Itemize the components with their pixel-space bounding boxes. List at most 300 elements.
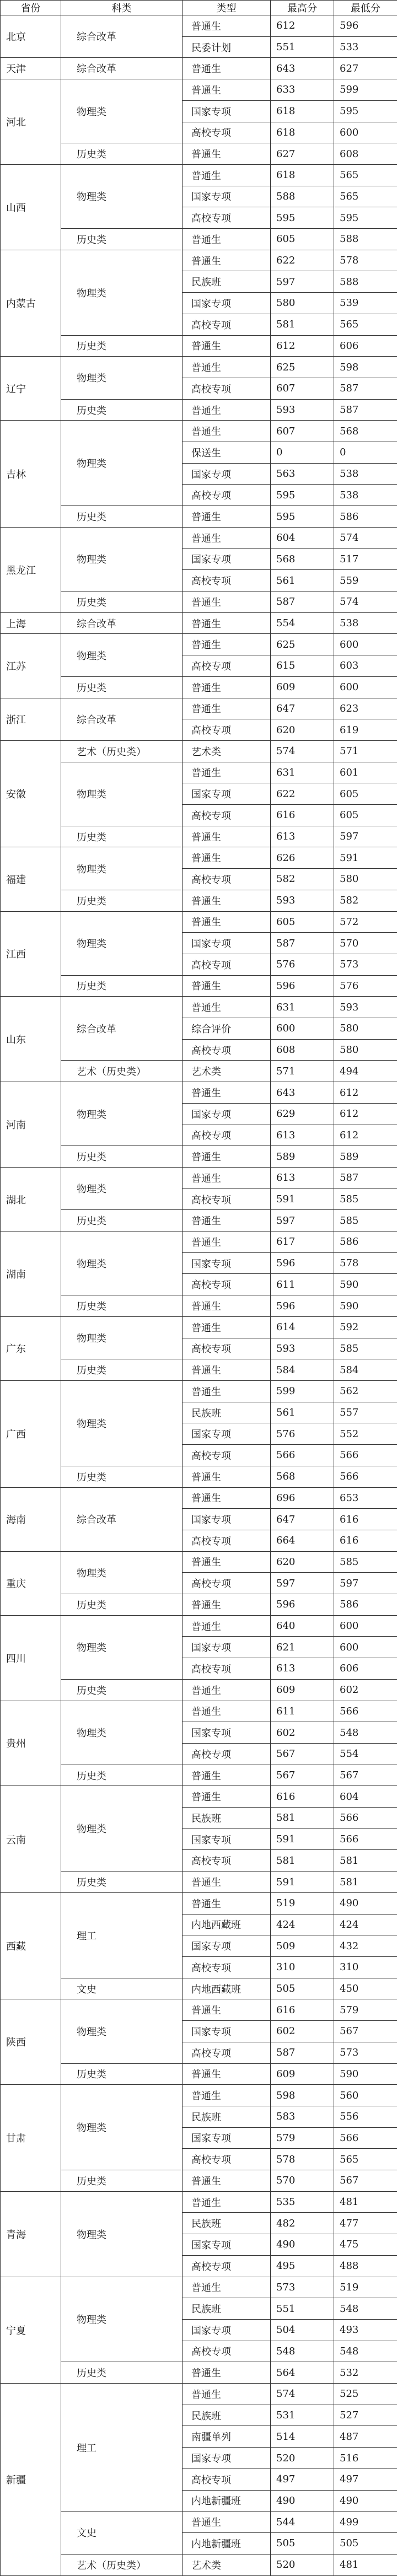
max-score-cell: 615 (271, 655, 334, 677)
enroll-type-cell: 高校专项 (183, 1188, 271, 1210)
enroll-type-cell: 普通生 (183, 634, 271, 655)
province-cell: 吉林 (1, 421, 61, 528)
max-score-cell: 604 (271, 527, 334, 548)
max-score-cell: 544 (271, 2512, 334, 2533)
enroll-type-cell: 高校专项 (183, 1956, 271, 1978)
min-score-cell: 589 (334, 1146, 397, 1168)
min-score-cell: 623 (334, 698, 397, 719)
subject-cell: 历史类 (61, 975, 183, 997)
header-max-score: 最高分 (271, 1, 334, 15)
max-score-cell: 600 (271, 1018, 334, 1040)
header-province: 省份 (1, 1, 61, 15)
max-score-cell: 574 (271, 740, 334, 762)
table-row (1, 634, 397, 655)
province-cell: 湖北 (1, 1167, 61, 1231)
min-score-cell: 600 (334, 122, 397, 143)
max-score-cell: 579 (271, 2127, 334, 2149)
enroll-type-cell: 民族班 (183, 2298, 271, 2320)
table-row (1, 58, 397, 79)
max-score-cell: 535 (271, 2191, 334, 2213)
province-cell: 黑龙江 (1, 527, 61, 612)
min-score-cell: 604 (334, 1786, 397, 1808)
enroll-type-cell: 民族班 (183, 2106, 271, 2127)
enroll-type-cell: 普通生 (183, 762, 271, 783)
province-cell: 重庆 (1, 1551, 61, 1615)
enroll-type-cell: 高校专项 (183, 378, 271, 399)
max-score-cell: 613 (271, 826, 334, 847)
max-score-cell: 622 (271, 783, 334, 805)
min-score-cell: 581 (334, 1850, 397, 1872)
enroll-type-cell: 高校专项 (183, 122, 271, 143)
max-score-cell: 609 (271, 2063, 334, 2085)
max-score-cell: 574 (271, 2384, 334, 2405)
max-score-cell: 616 (271, 1786, 334, 1808)
min-score-cell: 586 (334, 506, 397, 528)
province-cell: 河北 (1, 79, 61, 165)
enroll-type-cell: 普通生 (183, 1210, 271, 1231)
max-score-cell: 643 (271, 58, 334, 79)
province-cell: 西藏 (1, 1892, 61, 1999)
min-score-cell: 573 (334, 2042, 397, 2063)
min-score-cell: 587 (334, 378, 397, 399)
min-score-cell: 603 (334, 655, 397, 677)
province-cell: 陕西 (1, 1999, 61, 2085)
max-score-cell: 581 (271, 1850, 334, 1872)
min-score-cell: 597 (334, 1573, 397, 1594)
min-score-cell: 566 (334, 1466, 397, 1487)
min-score-cell: 585 (334, 1188, 397, 1210)
max-score-cell: 566 (271, 1445, 334, 1466)
enroll-type-cell: 普通生 (183, 2170, 271, 2192)
min-score-cell: 424 (334, 1914, 397, 1935)
enroll-type-cell: 普通生 (183, 399, 271, 421)
max-score-cell: 616 (271, 805, 334, 826)
enroll-type-cell: 民委计划 (183, 36, 271, 58)
enroll-type-cell: 国家专项 (183, 1935, 271, 1957)
min-score-cell: 565 (334, 164, 397, 186)
min-score-cell: 533 (334, 36, 397, 58)
subject-cell: 综合改革 (61, 15, 183, 58)
max-score-cell: 589 (271, 1146, 334, 1168)
enroll-type-cell: 综合评价 (183, 1018, 271, 1040)
enroll-type-cell: 国家专项 (183, 1722, 271, 1744)
max-score-cell: 597 (271, 271, 334, 293)
min-score-cell: 532 (334, 2362, 397, 2384)
min-score-cell: 600 (334, 1637, 397, 1658)
province-cell: 四川 (1, 1615, 61, 1701)
subject-cell: 物理类 (61, 2085, 183, 2170)
enroll-type-cell: 高校专项 (183, 655, 271, 677)
min-score-cell: 571 (334, 740, 397, 762)
max-score-cell: 613 (271, 1125, 334, 1146)
table-row (1, 1892, 397, 1914)
subject-cell: 历史类 (61, 1679, 183, 1701)
min-score-cell: 494 (334, 1061, 397, 1082)
max-score-cell: 647 (271, 698, 334, 719)
enroll-type-cell: 普通生 (183, 2191, 271, 2213)
max-score-cell: 597 (271, 1210, 334, 1231)
enroll-type-cell: 高校专项 (183, 1850, 271, 1872)
header-enroll-type: 类型 (183, 1, 271, 15)
enroll-type-cell: 普通生 (183, 335, 271, 357)
enroll-type-cell: 普通生 (183, 1872, 271, 1893)
max-score-cell: 612 (271, 15, 334, 37)
enroll-type-cell: 普通生 (183, 1316, 271, 1338)
min-score-cell: 612 (334, 1125, 397, 1146)
table-row (1, 740, 397, 762)
enroll-type-cell: 普通生 (183, 2085, 271, 2106)
enroll-type-cell: 普通生 (183, 1231, 271, 1253)
max-score-cell: 605 (271, 911, 334, 933)
subject-cell: 历史类 (61, 890, 183, 911)
subject-cell: 物理类 (61, 762, 183, 826)
max-score-cell: 504 (271, 2319, 334, 2341)
enroll-type-cell: 普通生 (183, 847, 271, 869)
min-score-cell: 576 (334, 975, 397, 997)
enroll-type-cell: 普通生 (183, 1892, 271, 1914)
max-score-cell: 578 (271, 2149, 334, 2170)
enroll-type-cell: 普通生 (183, 698, 271, 719)
max-score-cell: 608 (271, 1039, 334, 1061)
enroll-type-cell: 民族班 (183, 1402, 271, 1423)
min-score-cell: 605 (334, 805, 397, 826)
header-subject: 科类 (61, 1, 183, 15)
min-score-cell: 586 (334, 1231, 397, 1253)
max-score-cell: 490 (271, 2234, 334, 2256)
province-cell: 贵州 (1, 1701, 61, 1786)
enroll-type-cell: 普通生 (183, 229, 271, 250)
max-score-cell: 587 (271, 933, 334, 954)
max-score-cell: 629 (271, 1103, 334, 1125)
enroll-type-cell: 普通生 (183, 1999, 271, 2021)
max-score-cell: 573 (271, 2277, 334, 2298)
table-row (1, 1551, 397, 1573)
min-score-cell: 590 (334, 2063, 397, 2085)
min-score-cell: 579 (334, 1999, 397, 2021)
max-score-cell: 614 (271, 1316, 334, 1338)
subject-cell: 历史类 (61, 1146, 183, 1168)
max-score-cell: 622 (271, 250, 334, 271)
max-score-cell: 580 (271, 293, 334, 314)
enroll-type-cell: 普通生 (183, 79, 271, 101)
min-score-cell: 572 (334, 911, 397, 933)
max-score-cell: 595 (271, 485, 334, 506)
subject-cell: 历史类 (61, 1594, 183, 1616)
min-score-cell: 552 (334, 1423, 397, 1445)
enroll-type-cell: 内地西藏班 (183, 1914, 271, 1935)
subject-cell: 文史 (61, 2512, 183, 2554)
min-score-cell: 616 (334, 1530, 397, 1551)
min-score-cell: 516 (334, 2448, 397, 2469)
subject-cell: 物理类 (61, 1701, 183, 1765)
enroll-type-cell: 保送生 (183, 442, 271, 464)
enroll-type-cell: 国家专项 (183, 2234, 271, 2256)
subject-cell: 艺术（历史类） (61, 2554, 183, 2575)
enroll-type-cell: 高校专项 (183, 1338, 271, 1359)
enroll-type-cell: 普通生 (183, 591, 271, 612)
min-score-cell: 556 (334, 2106, 397, 2127)
enroll-type-cell: 内地新疆班 (183, 2490, 271, 2512)
min-score-cell: 587 (334, 1167, 397, 1188)
enroll-type-cell: 普通生 (183, 506, 271, 528)
min-score-cell: 548 (334, 1722, 397, 1744)
subject-cell: 物理类 (61, 1786, 183, 1872)
min-score-cell: 490 (334, 1892, 397, 1914)
subject-cell: 物理类 (61, 2191, 183, 2277)
province-cell: 湖南 (1, 1231, 61, 1317)
subject-cell: 历史类 (61, 2170, 183, 2192)
max-score-cell: 631 (271, 762, 334, 783)
max-score-cell: 509 (271, 1935, 334, 1957)
enroll-type-cell: 国家专项 (183, 2319, 271, 2341)
enroll-type-cell: 普通生 (183, 1594, 271, 1616)
subject-cell: 历史类 (61, 506, 183, 528)
min-score-cell: 582 (334, 890, 397, 911)
enroll-type-cell: 普通生 (183, 975, 271, 997)
min-score-cell: 591 (334, 847, 397, 869)
subject-cell: 物理类 (61, 79, 183, 143)
enroll-type-cell: 普通生 (183, 2512, 271, 2533)
min-score-cell: 497 (334, 2469, 397, 2490)
enroll-type-cell: 高校专项 (183, 719, 271, 741)
table-row (1, 15, 397, 37)
min-score-cell: 566 (334, 1445, 397, 1466)
max-score-cell: 597 (271, 1573, 334, 1594)
max-score-cell: 643 (271, 1082, 334, 1104)
subject-cell: 艺术（历史类） (61, 740, 183, 762)
max-score-cell: 609 (271, 676, 334, 698)
subject-cell: 历史类 (61, 1765, 183, 1786)
enroll-type-cell: 普通生 (183, 1786, 271, 1808)
min-score-cell: 499 (334, 2512, 397, 2533)
min-score-cell: 538 (334, 612, 397, 634)
table-row (1, 1786, 397, 1808)
max-score-cell: 613 (271, 1658, 334, 1680)
enroll-type-cell: 国家专项 (183, 100, 271, 122)
subject-cell: 历史类 (61, 143, 183, 165)
subject-cell: 历史类 (61, 2362, 183, 2384)
min-score-cell: 590 (334, 1274, 397, 1295)
table-row (1, 2277, 397, 2298)
min-score-cell: 490 (334, 2490, 397, 2512)
min-score-cell: 538 (334, 463, 397, 485)
min-score-cell: 600 (334, 676, 397, 698)
table-row (1, 847, 397, 869)
table-row (1, 612, 397, 634)
max-score-cell: 602 (271, 2021, 334, 2042)
subject-cell: 物理类 (61, 911, 183, 975)
min-score-cell: 588 (334, 229, 397, 250)
enroll-type-cell: 普通生 (183, 1167, 271, 1188)
max-score-cell: 554 (271, 612, 334, 634)
max-score-cell: 497 (271, 2469, 334, 2490)
min-score-cell: 578 (334, 1252, 397, 1274)
enroll-type-cell: 南疆单列 (183, 2426, 271, 2448)
enroll-type-cell: 普通生 (183, 1295, 271, 1317)
enroll-type-cell: 国家专项 (183, 1423, 271, 1445)
table-row (1, 1167, 397, 1188)
min-score-cell: 567 (334, 1765, 397, 1786)
min-score-cell: 574 (334, 591, 397, 612)
min-score-cell: 585 (334, 1338, 397, 1359)
enroll-type-cell: 普通生 (183, 357, 271, 378)
province-cell: 北京 (1, 15, 61, 58)
min-score-cell: 602 (334, 1679, 397, 1701)
min-score-cell: 557 (334, 1402, 397, 1423)
min-score-cell: 597 (334, 826, 397, 847)
max-score-cell: 587 (271, 591, 334, 612)
max-score-cell: 561 (271, 570, 334, 591)
max-score-cell: 627 (271, 143, 334, 165)
enroll-type-cell: 普通生 (183, 997, 271, 1018)
enroll-type-cell: 国家专项 (183, 2448, 271, 2469)
table-row (1, 1381, 397, 1402)
max-score-cell: 664 (271, 1530, 334, 1551)
min-score-cell: 488 (334, 2255, 397, 2277)
subject-cell: 物理类 (61, 1999, 183, 2063)
max-score-cell: 567 (271, 1743, 334, 1765)
enroll-type-cell: 高校专项 (183, 1274, 271, 1295)
table-row (1, 1231, 397, 1253)
table-body (1, 15, 397, 2576)
enroll-type-cell: 普通生 (183, 1615, 271, 1637)
max-score-cell: 616 (271, 1999, 334, 2021)
table-row (1, 2191, 397, 2213)
enroll-type-cell: 国家专项 (183, 293, 271, 314)
min-score-cell: 493 (334, 2319, 397, 2341)
min-score-cell: 562 (334, 1381, 397, 1402)
subject-cell: 理工 (61, 1892, 183, 1978)
max-score-cell: 568 (271, 548, 334, 570)
subject-cell: 物理类 (61, 1316, 183, 1359)
max-score-cell: 567 (271, 1765, 334, 1786)
min-score-cell: 554 (334, 1743, 397, 1765)
subject-cell: 物理类 (61, 164, 183, 228)
subject-cell: 物理类 (61, 1615, 183, 1679)
max-score-cell: 620 (271, 1551, 334, 1573)
max-score-cell: 581 (271, 1808, 334, 1829)
min-score-cell: 567 (334, 2170, 397, 2192)
min-score-cell: 566 (334, 1829, 397, 1850)
subject-cell: 艺术（历史类） (61, 1061, 183, 1082)
max-score-cell: 591 (271, 1872, 334, 1893)
min-score-cell: 599 (334, 79, 397, 101)
min-score-cell: 580 (334, 869, 397, 890)
province-cell: 宁夏 (1, 2277, 61, 2384)
min-score-cell: 608 (334, 143, 397, 165)
max-score-cell: 591 (271, 1829, 334, 1850)
max-score-cell: 576 (271, 1423, 334, 1445)
enroll-type-cell: 国家专项 (183, 2127, 271, 2149)
max-score-cell: 618 (271, 100, 334, 122)
max-score-cell: 602 (271, 1722, 334, 1744)
max-score-cell: 564 (271, 2362, 334, 2384)
enroll-type-cell: 国家专项 (183, 463, 271, 485)
enroll-type-cell: 民族班 (183, 2405, 271, 2426)
subject-cell: 历史类 (61, 2063, 183, 2085)
min-score-cell: 600 (334, 1615, 397, 1637)
subject-cell: 历史类 (61, 591, 183, 612)
enroll-type-cell: 普通生 (183, 890, 271, 911)
max-score-cell: 531 (271, 2405, 334, 2426)
table-row (1, 1615, 397, 1637)
min-score-cell: 539 (334, 293, 397, 314)
enroll-type-cell: 高校专项 (183, 1743, 271, 1765)
subject-cell: 历史类 (61, 1210, 183, 1231)
table-row (1, 421, 397, 442)
min-score-cell: 0 (334, 442, 397, 464)
max-score-cell: 519 (271, 1892, 334, 1914)
enroll-type-cell: 民族班 (183, 271, 271, 293)
province-cell: 山东 (1, 997, 61, 1082)
min-score-cell: 559 (334, 570, 397, 591)
enroll-type-cell: 普通生 (183, 1765, 271, 1786)
enroll-type-cell: 高校专项 (183, 570, 271, 591)
subject-cell: 物理类 (61, 2277, 183, 2362)
enroll-type-cell: 高校专项 (183, 2042, 271, 2063)
province-cell: 新疆 (1, 2384, 61, 2576)
subject-cell: 历史类 (61, 826, 183, 847)
min-score-cell: 450 (334, 1978, 397, 1999)
min-score-cell: 566 (334, 1808, 397, 1829)
max-score-cell: 583 (271, 2106, 334, 2127)
enroll-type-cell: 内地新疆班 (183, 2532, 271, 2554)
table-row (1, 911, 397, 933)
table-row (1, 2085, 397, 2106)
max-score-cell: 563 (271, 463, 334, 485)
enroll-type-cell: 普通生 (183, 2277, 271, 2298)
enroll-type-cell: 高校专项 (183, 954, 271, 975)
enroll-type-cell: 普通生 (183, 1551, 271, 1573)
province-cell: 海南 (1, 1487, 61, 1551)
enroll-type-cell: 高校专项 (183, 805, 271, 826)
enroll-type-cell: 普通生 (183, 2063, 271, 2085)
enroll-type-cell: 普通生 (183, 1679, 271, 1701)
min-score-cell: 587 (334, 399, 397, 421)
subject-cell: 物理类 (61, 250, 183, 335)
enroll-type-cell: 普通生 (183, 911, 271, 933)
subject-cell: 物理类 (61, 1082, 183, 1146)
max-score-cell: 548 (271, 2341, 334, 2362)
min-score-cell: 595 (334, 100, 397, 122)
enroll-type-cell: 国家专项 (183, 783, 271, 805)
max-score-cell: 599 (271, 1381, 334, 1402)
min-score-cell: 548 (334, 2341, 397, 2362)
subject-cell: 综合改革 (61, 58, 183, 79)
min-score-cell: 548 (334, 2298, 397, 2320)
min-score-cell: 627 (334, 58, 397, 79)
enroll-type-cell: 高校专项 (183, 1039, 271, 1061)
subject-cell: 历史类 (61, 1359, 183, 1381)
subject-cell: 历史类 (61, 229, 183, 250)
enroll-type-cell: 普通生 (183, 143, 271, 165)
enroll-type-cell: 普通生 (183, 421, 271, 442)
header-row (1, 1, 397, 15)
subject-cell: 综合改革 (61, 997, 183, 1061)
min-score-cell: 580 (334, 1018, 397, 1040)
max-score-cell: 561 (271, 1402, 334, 1423)
enroll-type-cell: 高校专项 (183, 1125, 271, 1146)
min-score-cell: 565 (334, 2149, 397, 2170)
subject-cell: 历史类 (61, 1872, 183, 1893)
enroll-type-cell: 普通生 (183, 1082, 271, 1104)
max-score-cell: 640 (271, 1615, 334, 1637)
max-score-cell: 505 (271, 2532, 334, 2554)
min-score-cell: 525 (334, 2384, 397, 2405)
subject-cell: 文史 (61, 1978, 183, 1999)
max-score-cell: 647 (271, 1509, 334, 1530)
subject-cell: 综合改革 (61, 1487, 183, 1551)
